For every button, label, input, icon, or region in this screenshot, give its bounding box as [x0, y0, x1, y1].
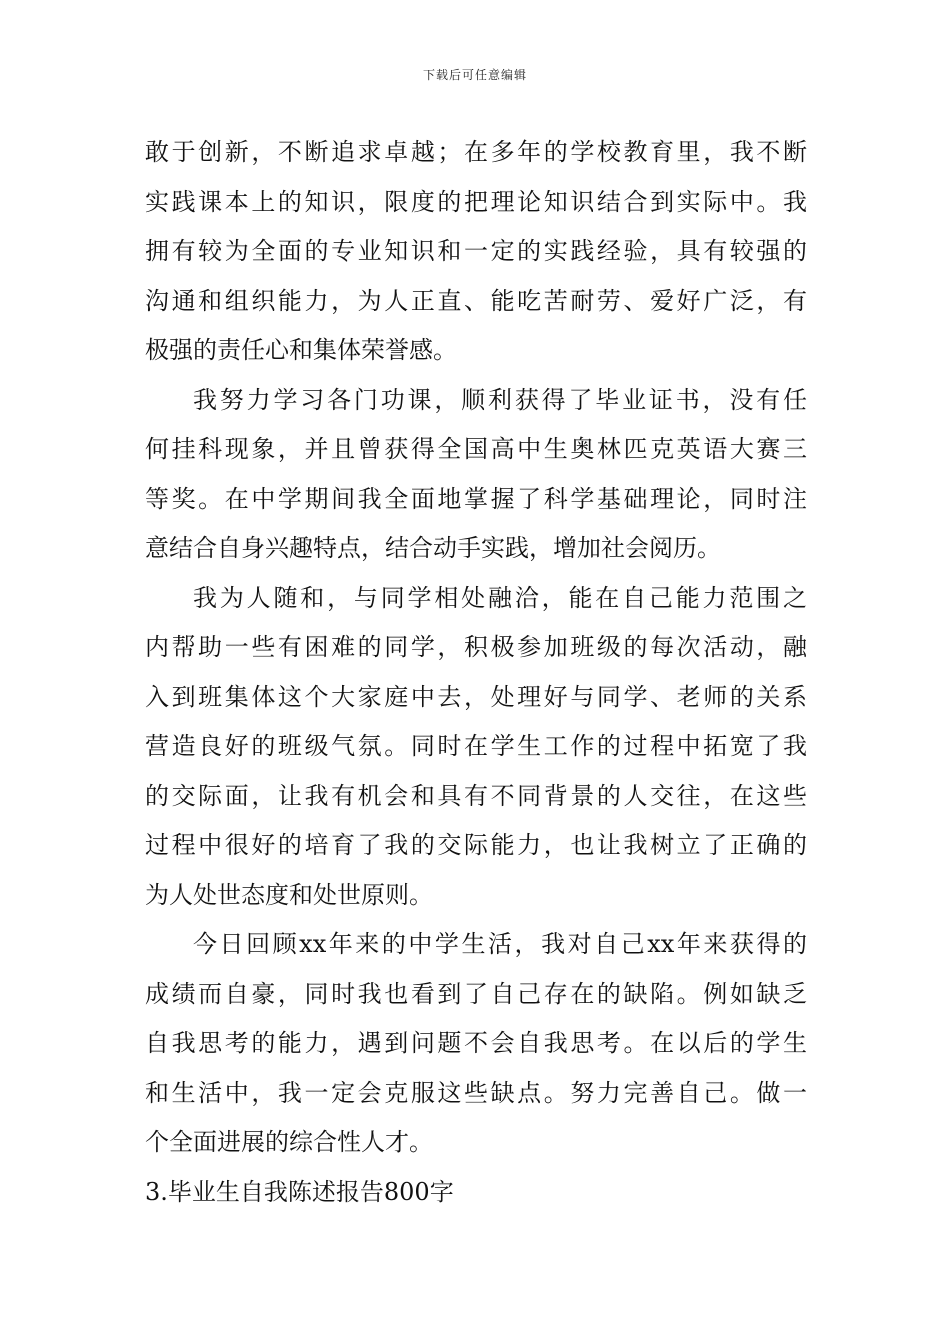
paragraph-4 [145, 920, 807, 1168]
text-line: 拥有较为全面的专业知识和一定的实践经验，具有较强的 [145, 237, 807, 265]
text-line: 我努力学习各门功课，顺利获得了毕业证书，没有任 [193, 385, 807, 414]
text-line: 营造良好的班级气氛。同时在学生工作的过程中拓宽了我 [145, 732, 807, 760]
text-line: 为人处世态度和处世原则。 [145, 880, 433, 909]
text-line: 沟通和组织能力，为人正直、能吃苦耐劳、爱好广泛，有 [145, 286, 807, 315]
paragraph-2 [145, 376, 807, 574]
text-line: 敢于创新，不断追求卓越；在多年的学校教育里，我不断 [145, 138, 807, 166]
text-line: 和生活中，我一定会克服这些缺点。努力完善自己。做一 [145, 1078, 807, 1107]
section-heading-text: 3.毕业生自我陈述报告800字 [145, 1177, 454, 1206]
text-line: 实践课本上的知识，限度的把理论知识结合到实际中。我 [145, 187, 807, 216]
text-line: 内帮助一些有困难的同学，积极参加班级的每次活动，融 [145, 633, 807, 661]
text-line: 等奖。在中学期间我全面地掌握了科学基础理论，同时注 [145, 484, 807, 513]
text-line: 我为人随和，与同学相处融洽，能在自己能力范围之 [193, 583, 807, 612]
text-line: 极强的责任心和集体荣誉感。 [145, 336, 457, 364]
text-line: 意结合自身兴趣特点，结合动手实践，增加社会阅历。 [145, 534, 721, 562]
paragraph-3 [145, 574, 807, 921]
paragraph-1 [145, 128, 807, 376]
page-header-note: 下载后可任意编辑 [422, 68, 527, 82]
text-line: 的交际面，让我有机会和具有不同背景的人交往，在这些 [145, 781, 807, 810]
text-line: 个全面进展的综合性人才。 [145, 1128, 433, 1156]
section-heading [145, 1168, 807, 1218]
text-line: 何挂科现象，并且曾获得全国高中生奥林匹克英语大赛三 [145, 435, 807, 463]
text-line: 过程中很好的培育了我的交际能力，也让我树立了正确的 [145, 831, 807, 859]
text-line: 今日回顾xx年来的中学生活，我对自己xx年来获得的 [193, 930, 807, 958]
text-line: 成绩而自豪，同时我也看到了自己存在的缺陷。例如缺乏 [145, 979, 807, 1008]
text-line: 自我思考的能力，遇到问题不会自我思考。在以后的学生 [145, 1029, 807, 1057]
text-line: 入到班集体这个大家庭中去，处理好与同学、老师的关系 [145, 682, 807, 711]
document-body [145, 128, 807, 1217]
